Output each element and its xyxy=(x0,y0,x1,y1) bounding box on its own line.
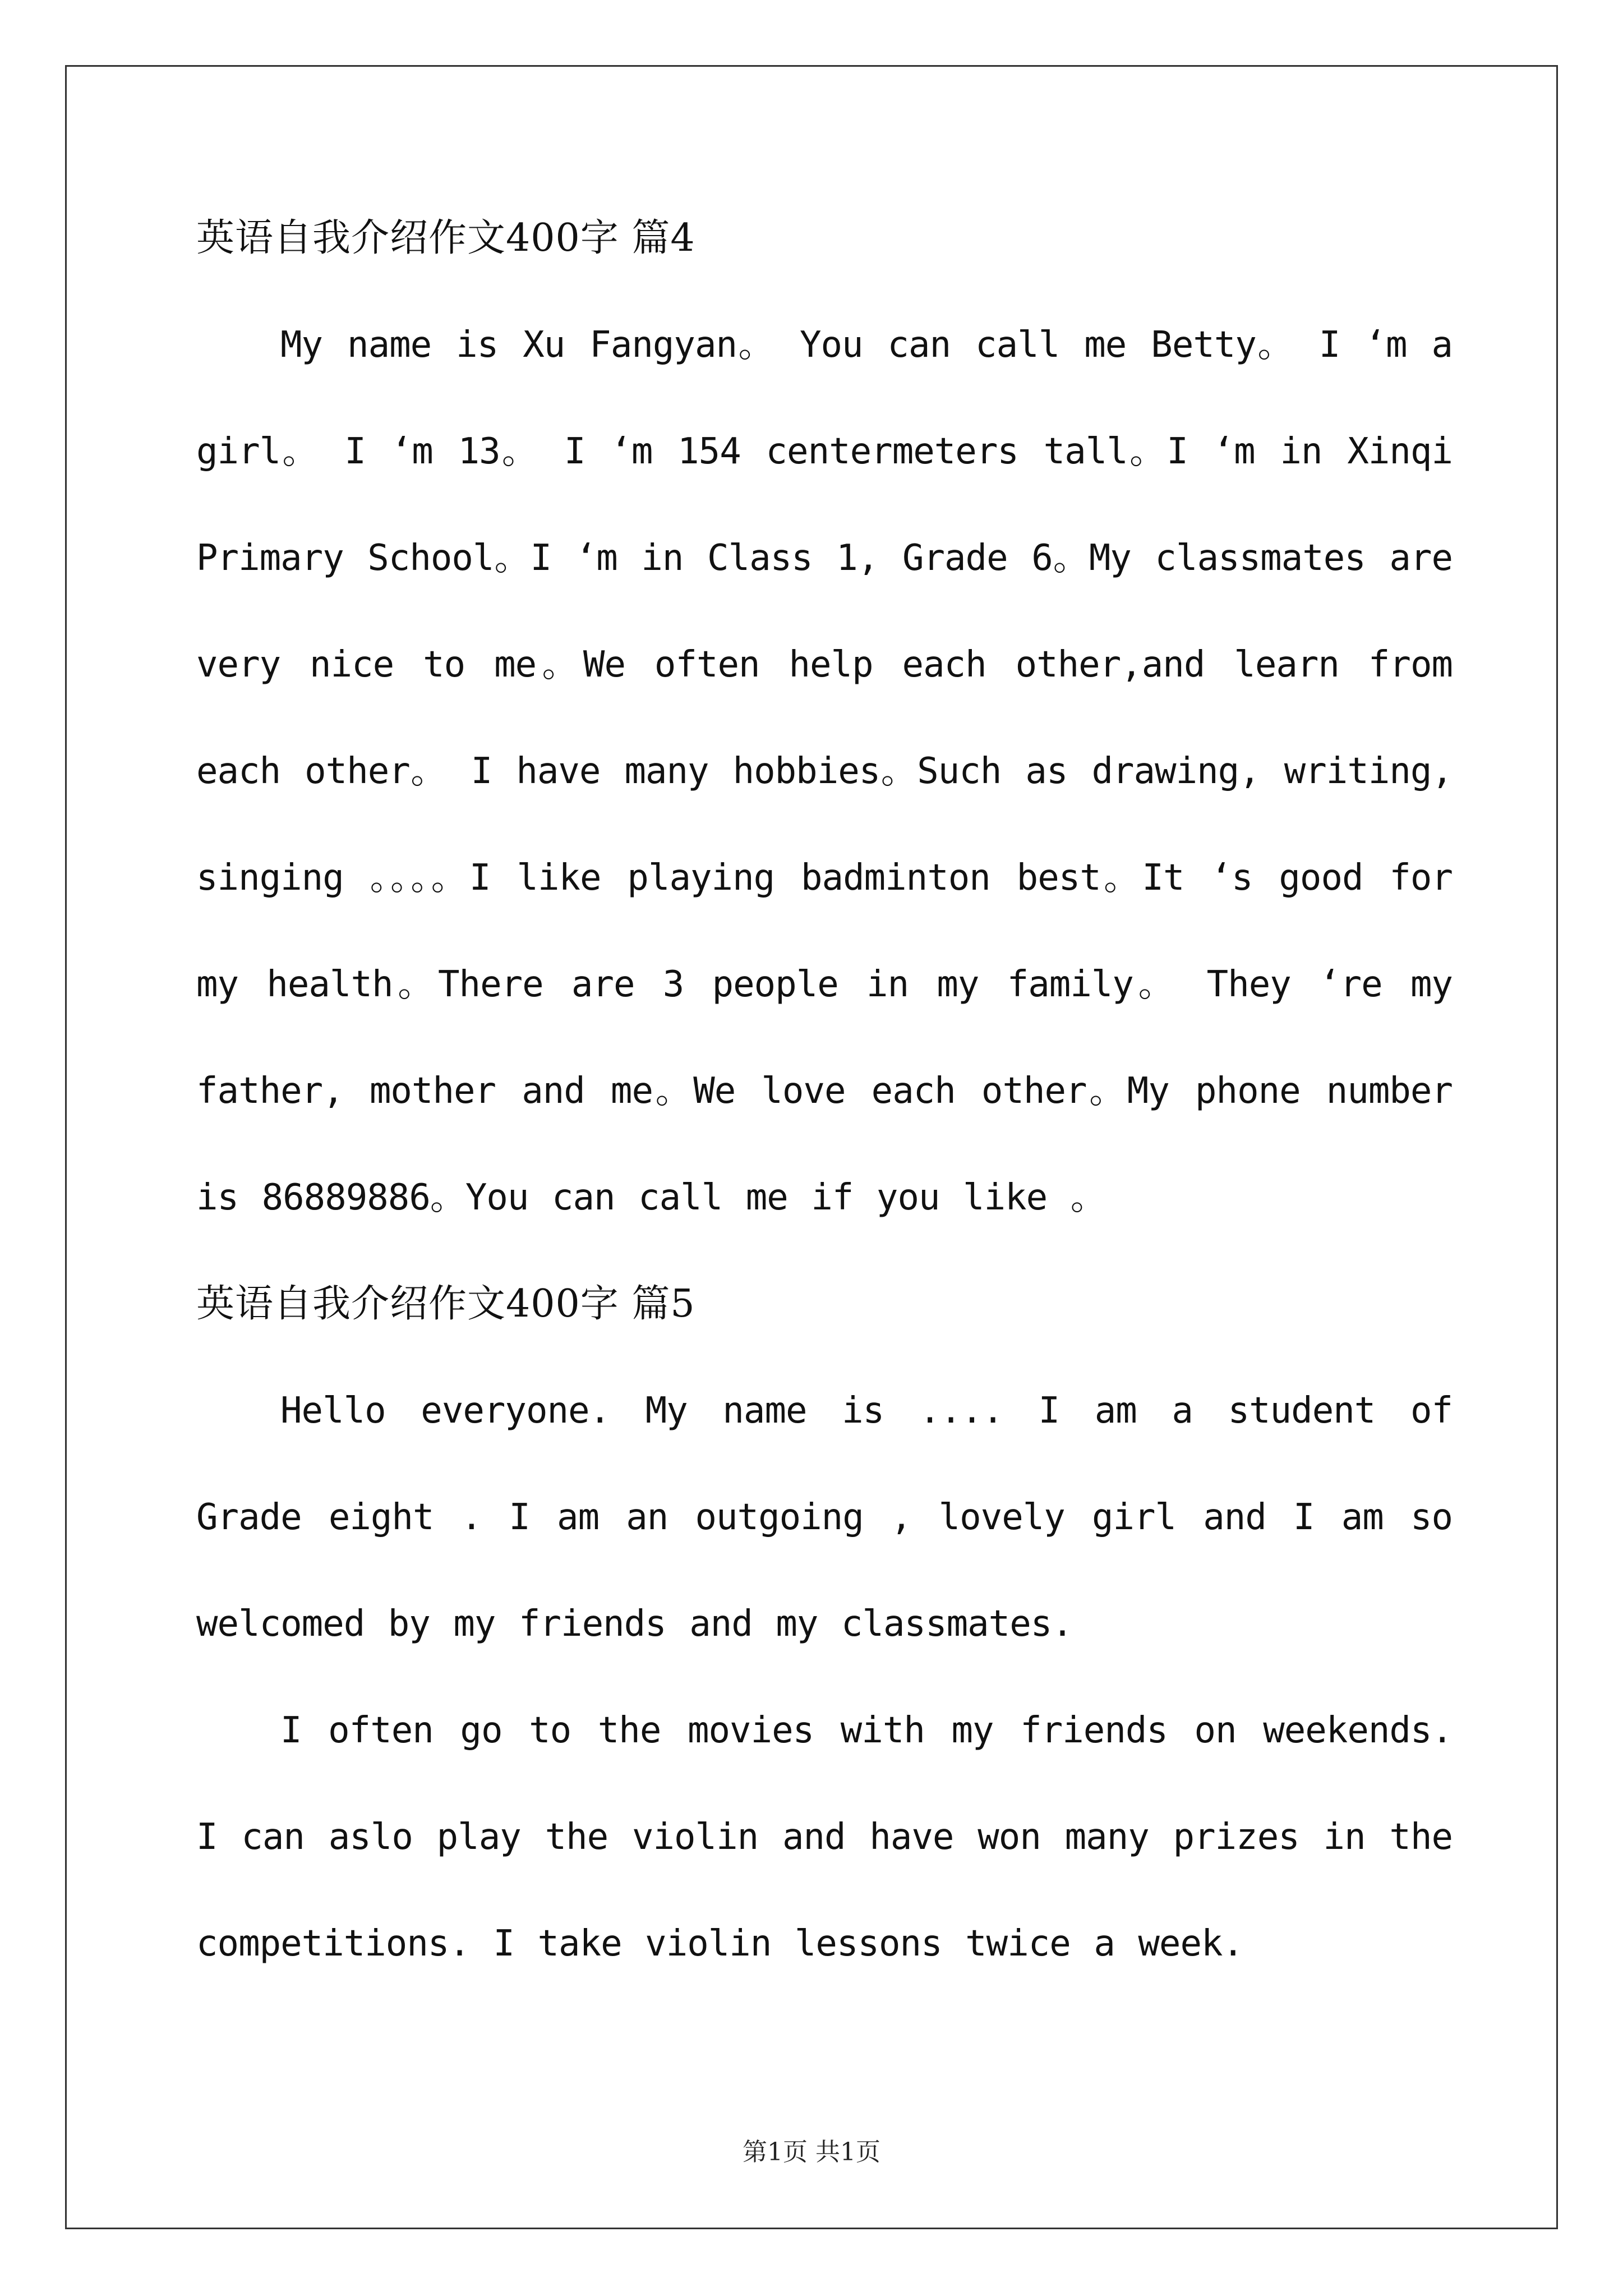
paragraph: My name is Xu Fangyan。 You can call me Betty。 I ‘m a girl。 I ‘m 13。 I ‘m 154 centermeters tall。I ‘m in Xinqi Primary School。I ‘m in Class 1, Grade 6。My classmates are very nice to me。We often help each other,and learn from each other。 I have many hobbies。Such as drawing, writing, singing 。。。。I like playing badminton best。It ‘s good for my health。There are 3 people in my family。 They ‘re my father, mother and me。We love each other。My phone number is 86889886。You can call me if you like 。 xyxy=(196,324,1453,1218)
paragraph: Hello everyone. My name is .... I am a student of Grade eight . I am an outgoing , lovely girl and I am so welcomed by my friends and my classmates. xyxy=(196,1390,1453,1645)
section-heading-4: 英语自我介绍作文400字 篇4 xyxy=(196,216,695,260)
document-body xyxy=(196,185,1453,1997)
page-number-footer: 第1页 共1页 xyxy=(743,2138,880,2166)
paragraph: I often go to the movies with my friends on weekends. I can aslo play the violin and have won many prizes in the competitions. I take violin lessons twice a week. xyxy=(196,1710,1453,1964)
section-heading-5: 英语自我介绍作文400字 篇5 xyxy=(196,1282,695,1326)
